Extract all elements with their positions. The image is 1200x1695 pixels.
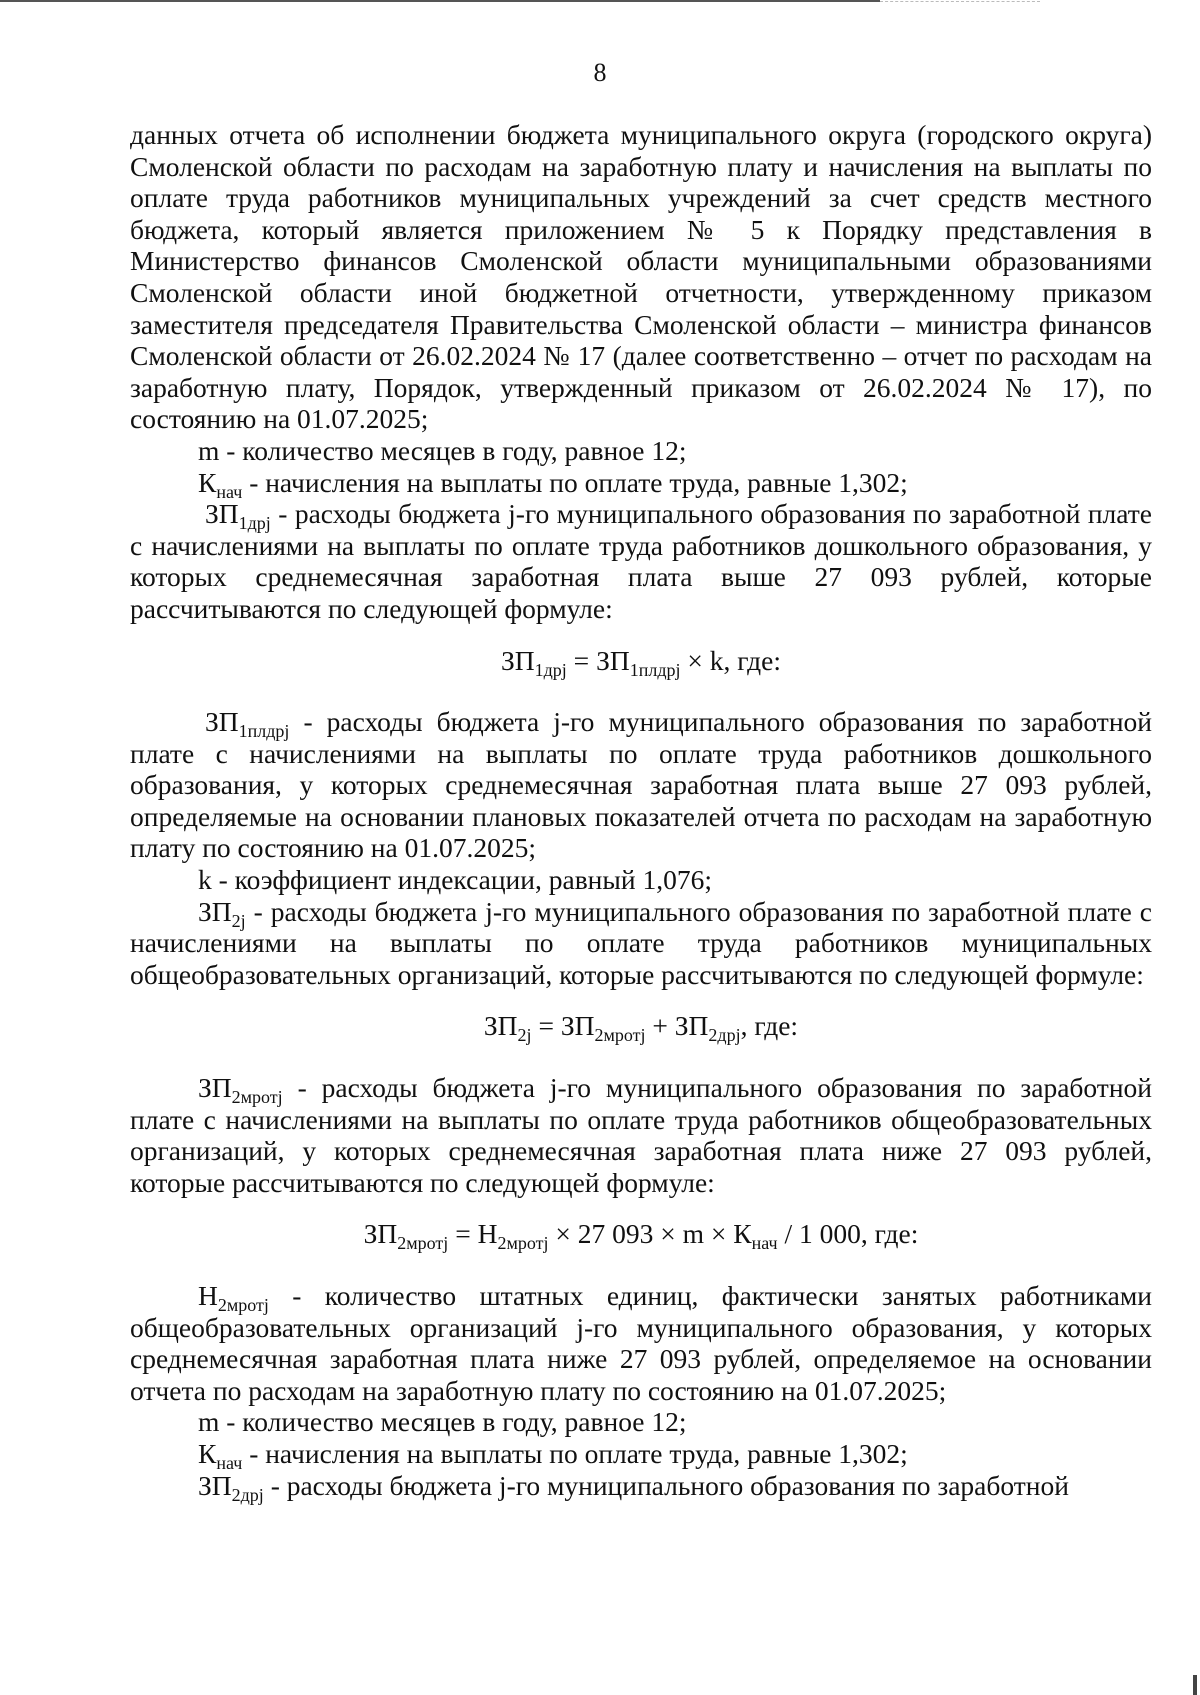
symbol-base: ЗП	[198, 1072, 232, 1104]
definition-knach	[130, 466, 1152, 502]
symbol-base: ЗП	[198, 895, 232, 927]
definition-text: - начисления на выплаты по оплате труда, равные 1,302;	[242, 1437, 908, 1469]
paragraph-report-data: данных отчета об исполнении бюджета муниципального округа (городского округа) Смоленской области по расходам на заработную плату и начисления на выплаты по оплате труда работников муниципальных учреждений за счет средств местного бюджета, который является приложением № 5 к Порядку представления в Министерство финансов Смоленской области муниципальными образованиями Смоленской области иной бюджетной отчетности, утвержденному приказом заместителя председателя Правительства Смоленской области – министра финансов Смоленской области от 26.02.2024 № 17 (далее соответственно – отчет по расходам на заработную плату, Порядок, утвержденный приказом от 26.02.2024 № 17), по состоянию на 01.07.2025;	[130, 119, 1152, 435]
definition-text: - количество штатных единиц, фактически занятых работниками общеобразовательных организаций j-го муниципального образования, у которых среднемесячная заработная плата ниже 27 093 рублей, определяемое на основании отчета по расходам на заработную плату по состоянию на 01.07.2025;	[130, 1280, 1152, 1406]
definition-zp1dr	[130, 498, 1152, 624]
formula-zp2mrot: $ЗП_{2мротj} = Н_{2мротj} \times 27$ $093 \times m \times К_{нач} / 1$ 000, где:	[363, 1218, 919, 1254]
definition-k: k - коэффициент индексации, равный 1,076;	[198, 864, 712, 896]
definition-zp1pldr	[130, 706, 1152, 864]
definition-n2mrot	[130, 1280, 1152, 1406]
page-number: 8	[593, 58, 607, 87]
document-body	[130, 119, 1152, 1505]
symbol-subscript: 2мротj	[217, 1295, 269, 1315]
definition-zp2mrot	[130, 1072, 1152, 1198]
definition-text: - расходы бюджета j-го муниципального образования по заработной плате с начислениями на выплаты по оплате труда работников дошкольного образования, у которых среднемесячная заработная плата выше 27 093 рублей, которые рассчитываются по следующей формуле:	[130, 498, 1152, 624]
definition-m: m - количество месяцев в году, равное 12;	[198, 434, 687, 466]
symbol-base: ЗП	[205, 498, 239, 530]
symbol-base: ЗП	[205, 706, 239, 738]
definition-zp2dr	[130, 1469, 1152, 1505]
symbol-subscript: 2j	[231, 910, 246, 931]
definition-text: - расходы бюджета j-го муниципального образования по заработной плате с начислениями на выплаты по оплате труда работников общеобразовательных организаций, у которых среднемесячная заработная плата ниже 27 093 рублей, которые рассчитываются по следующей формуле:	[130, 1072, 1152, 1198]
scan-top-border	[0, 0, 880, 2]
scan-top-border-faint	[880, 1, 1040, 2]
scan-edge-mark	[1193, 1675, 1197, 1695]
symbol-subscript: 2дрj	[231, 1484, 264, 1505]
symbol-base: Н	[198, 1280, 218, 1311]
definition-zp2	[130, 896, 1152, 991]
definition-knach-2	[130, 1437, 1152, 1473]
symbol-base: К	[198, 1437, 217, 1469]
definition-text: - начисления на выплаты по оплате труда, равные 1,302;	[242, 466, 908, 498]
symbol-base: ЗП	[198, 1469, 232, 1501]
symbol-subscript: нач	[216, 481, 243, 502]
symbol-base: К	[198, 466, 217, 498]
definition-text: - расходы бюджета j-го муниципального образования по заработной плате с начислениями на выплаты по оплате труда работников муниципальных общеобразовательных организаций, которые рассчитываются по следующей формуле:	[130, 895, 1152, 990]
symbol-subscript: 1дрj	[238, 513, 271, 534]
symbol-subscript: нач	[216, 1452, 243, 1473]
definition-text: - расходы бюджета j-го муниципального образования по заработной	[263, 1469, 1069, 1501]
definition-text: - расходы бюджета j-го муниципального образования по заработной плате с начислениями на выплаты по оплате труда работников дошкольного образования, у которых среднемесячная заработная плата выше 27 093 рублей, определяемые на основании плановых показателей отчета по расходам на заработную плату по состоянию на 01.07.2025;	[130, 706, 1152, 864]
definition-m-2: m - количество месяцев в году, равное 12;	[198, 1406, 687, 1438]
formula-zp1dr: $ЗП_{1дрj} = ЗП_{1плдрj} \times k$, где:	[500, 644, 781, 680]
formula-zp2: $ЗП_{2j} = ЗП_{2мротj} + ЗП_{2дрj}$, где:	[483, 1010, 799, 1046]
symbol-subscript: 1плдрj	[238, 721, 290, 742]
symbol-subscript: 2мротj	[231, 1087, 283, 1108]
